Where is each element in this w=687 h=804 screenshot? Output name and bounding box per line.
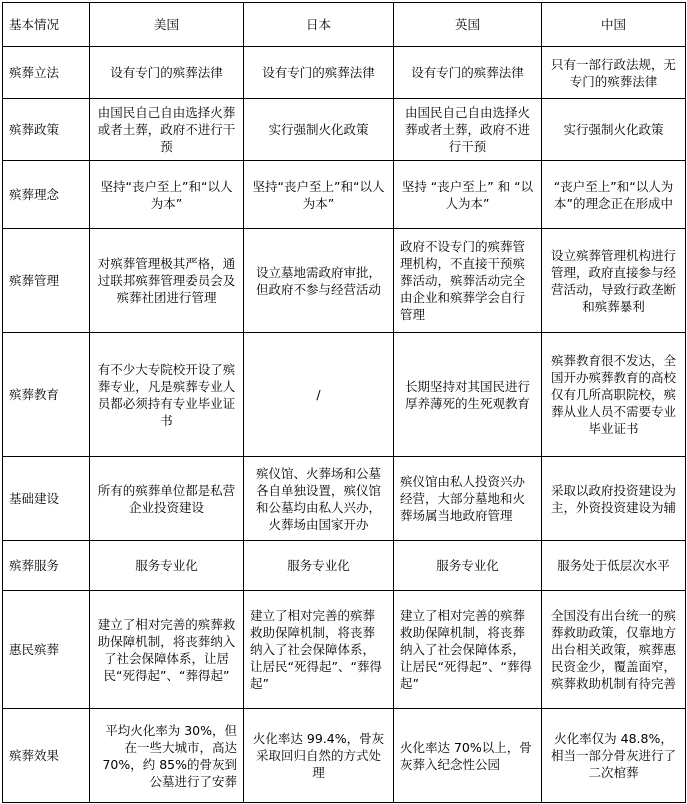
cell-japan: 殡仪馆、火葬场和公墓各自单独设置，殡仪馆和公墓均由私人兴办，火葬场由国家开办: [244, 457, 394, 541]
row-label: 殡葬理念: [3, 161, 90, 229]
cell-japan: 设立墓地需政府审批，但政府不参与经营活动: [244, 229, 394, 333]
row-label: 殡葬服务: [3, 541, 90, 591]
cell-china: 采取以政府投资建设为主，外资投资建设为辅: [542, 457, 686, 541]
header-china: 中国: [542, 3, 686, 47]
cell-japan: 设有专门的殡葬法律: [244, 47, 394, 99]
table-row: [3, 47, 686, 99]
cell-uk: 长期坚持对其国民进行厚养薄死的生死观教育: [394, 333, 542, 457]
cell-usa: 建立了相对完善的殡葬救助保障机制，将丧葬纳入了社会保障体系，让居民“死得起”、“葬得起”: [90, 591, 244, 709]
row-label: 殡葬管理: [3, 229, 90, 333]
cell-usa: 所有的殡葬单位都是私营企业投资建设: [90, 457, 244, 541]
cell-china: 殡葬教育很不发达，全国开办殡葬教育的高校仅有几所高职院校，殡葬从业人员不需要专业毕业证书: [542, 333, 686, 457]
row-label: 基础建设: [3, 457, 90, 541]
cell-china: 设立殡葬管理机构进行管理，政府直接参与经营活动，导致行政垄断和殡葬暴利: [542, 229, 686, 333]
header-japan: 日本: [244, 3, 394, 47]
cell-usa: 由国民自己自由选择火葬或者土葬，政府不进行干预: [90, 99, 244, 161]
cell-uk: 建立了相对完善的殡葬救助保障机制，将丧葬纳入了社会保障体系，让居民“死得起”、“葬得起”: [394, 591, 542, 709]
cell-uk: 设有专门的殡葬法律: [394, 47, 542, 99]
row-label: 殡葬教育: [3, 333, 90, 457]
header-basic-info: 基本情况: [3, 3, 90, 47]
cell-usa: 对殡葬管理极其严格，通过联邦殡葬管理委员会及殡葬社团进行管理: [90, 229, 244, 333]
cell-usa: 坚持“丧户至上”和“以人为本”: [90, 161, 244, 229]
cell-uk: 火化率达 70%以上，骨灰葬入纪念性公园: [394, 709, 542, 803]
table-row: [3, 709, 686, 803]
table-row: [3, 99, 686, 161]
cell-uk: 政府不设专门的殡葬管理机构，不直接干预殡葬活动，殡葬活动完全由企业和殡葬学会自行管理: [394, 229, 542, 333]
table-row: [3, 541, 686, 591]
cell-usa: 服务专业化: [90, 541, 244, 591]
cell-china: 服务处于低层次水平: [542, 541, 686, 591]
table-row: [3, 333, 686, 457]
row-label: 殡葬立法: [3, 47, 90, 99]
cell-usa: 有不少大专院校开设了殡葬专业，凡是殡葬专业人员都必须持有专业毕业证书: [90, 333, 244, 457]
cell-usa: 设有专门的殡葬法律: [90, 47, 244, 99]
table-row: [3, 591, 686, 709]
cell-china: “丧户至上”和“以人为本”的理念正在形成中: [542, 161, 686, 229]
table-row: [3, 229, 686, 333]
header-usa: 美国: [90, 3, 244, 47]
cell-uk: 服务专业化: [394, 541, 542, 591]
header-uk: 英国: [394, 3, 542, 47]
cell-japan: 建立了相对完善的殡葬救助保障机制，将丧葬纳入了社会保障体系，让居民“死得起”、“葬得起”: [244, 591, 394, 709]
cell-usa: 平均火化率为 30%，但在一些大城市，高达 70%，约 85%的骨灰到公墓进行了安葬: [90, 709, 244, 803]
row-label: 惠民殡葬: [3, 591, 90, 709]
table-row: [3, 161, 686, 229]
comparison-table: [2, 2, 686, 803]
cell-japan: 火化率达 99.4%，骨灰采取回归自然的方式处理: [244, 709, 394, 803]
cell-china: 火化率仅为 48.8%，相当一部分骨灰进行了二次棺葬: [542, 709, 686, 803]
cell-uk: 由国民自己自由选择火葬或者土葬，政府不进行干预: [394, 99, 542, 161]
cell-japan: 服务专业化: [244, 541, 394, 591]
cell-japan: /: [244, 333, 394, 457]
row-label: 殡葬政策: [3, 99, 90, 161]
row-label: 殡葬效果: [3, 709, 90, 803]
cell-uk: 殡仪馆由私人投资兴办经营，大部分墓地和火葬场属当地政府管理: [394, 457, 542, 541]
cell-japan: 坚持“丧户至上”和“以人为本”: [244, 161, 394, 229]
cell-japan: 实行强制火化政策: [244, 99, 394, 161]
table-row: [3, 457, 686, 541]
cell-uk: 坚持 “丧户至上” 和 “以人为本”: [394, 161, 542, 229]
cell-china: 只有一部行政法规，无专门的殡葬法律: [542, 47, 686, 99]
cell-china: 实行强制火化政策: [542, 99, 686, 161]
header-row: [3, 3, 686, 47]
cell-china: 全国没有出台统一的殡葬救助政策，仅靠地方出台相关政策，殡葬惠民资金少，覆盖面窄，殡葬救助机制有待完善: [542, 591, 686, 709]
